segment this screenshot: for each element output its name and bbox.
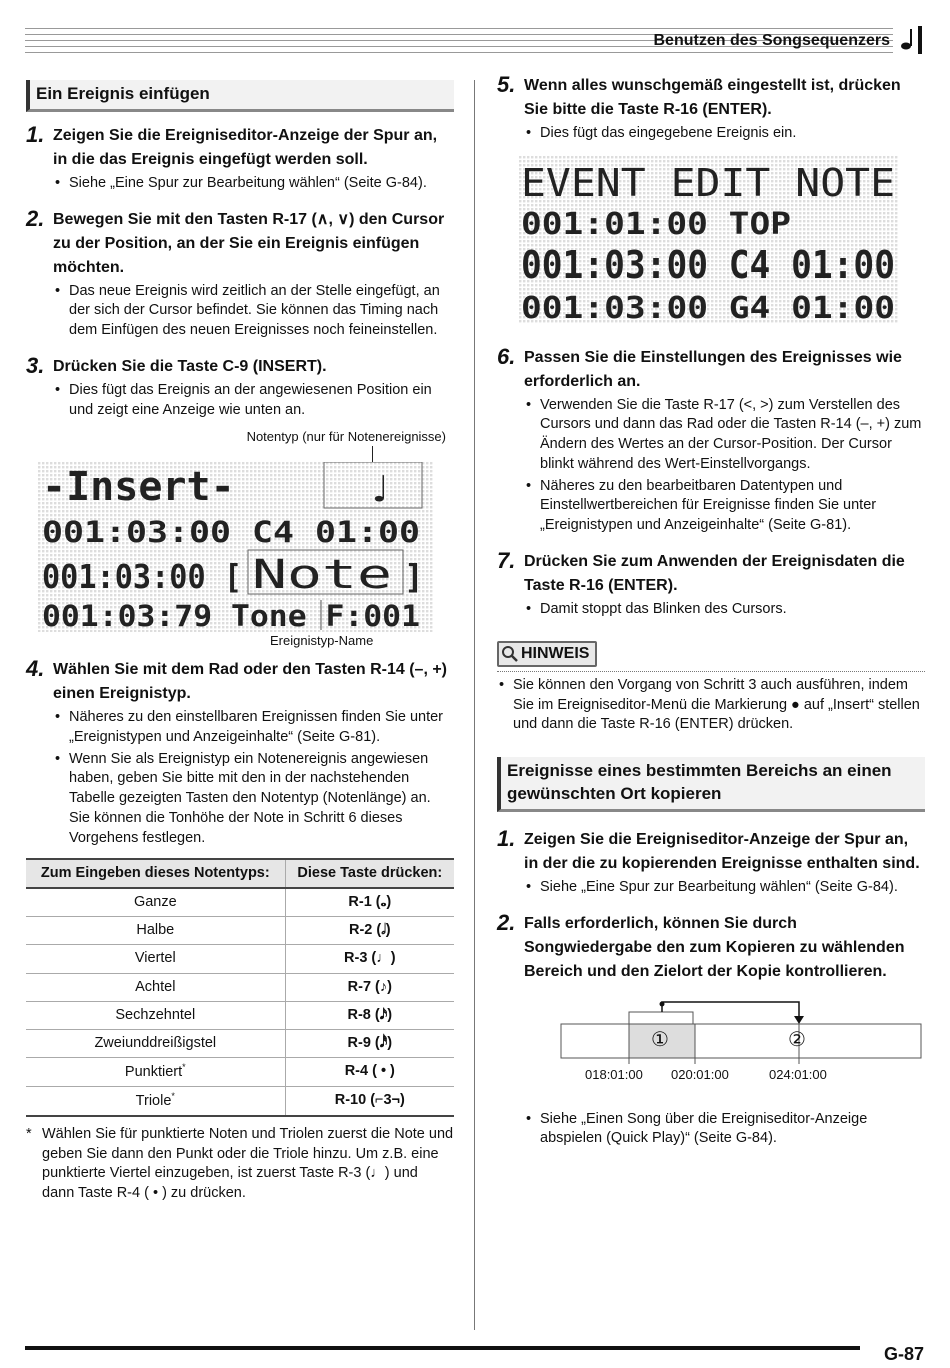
step-number: 6. <box>497 343 516 369</box>
note-type-cell: Halbe <box>26 917 285 945</box>
lcd-label-event-name: Ereignistyp-Name <box>270 633 374 649</box>
key-cell: R-3 (♩) <box>285 945 454 973</box>
key-cell: R-2 (𝅗𝅥) <box>285 917 454 945</box>
marker-1: ① <box>651 1028 669 1051</box>
table-header: Diese Taste drücken: <box>285 859 454 888</box>
note-type-cell: Zweiunddreißigstel <box>26 1029 285 1057</box>
table-row <box>26 1086 454 1115</box>
column-divider <box>474 80 475 1330</box>
key-cell: R-4 ( • ) <box>285 1057 454 1086</box>
lcd-note-glyph: ♩ <box>368 467 391 512</box>
bullet: • Das neue Ereignis wird zeitlich an der Stelle eingefügt, an der sich der Cursor befindet. Sie können das Timing nach dem Einfügen des neuen Ereignisses noch feineinstellen. <box>53 282 454 341</box>
footnote-mark: * <box>26 1125 32 1142</box>
page-number: G-87 <box>883 1344 924 1364</box>
lcd-line-1: -Insert- <box>42 464 235 511</box>
key-cell: R-1 (𝅝) <box>285 888 454 917</box>
step-title: Falls erforderlich, können Sie durch Songwiedergabe den zum Kopieren zu wählenden Bereich und den Zielort der Kopie kontrollieren. <box>524 914 905 980</box>
lcd2-line-1: EVENT EDIT NOTE <box>521 160 895 205</box>
footnote <box>26 1125 454 1204</box>
lcd-line-3-suffix: ] <box>404 557 424 597</box>
bullet: • Siehe „Einen Song über die Ereigniseditor-Anzeige abspielen (Quick Play)“ (Seite G-84). <box>524 1110 925 1149</box>
step-title: Passen Sie die Einstellungen des Ereignisses wie erforderlich an. <box>524 348 902 390</box>
key-cell: R-10 (⌐3¬) <box>285 1086 454 1115</box>
right-column <box>497 74 925 1151</box>
step-number: 3. <box>26 352 45 378</box>
step-title: Bewegen Sie mit den Tasten R-17 (∧, ∨) den Cursor zu der Position, an der Sie ein Ereignis einfügen möchten. <box>53 210 445 276</box>
note-type-cell: Sechzehntel <box>26 1001 285 1029</box>
section-title-insert: Ein Ereignis einfügen <box>26 80 454 112</box>
table-row <box>26 973 454 1001</box>
note-type-cell: Achtel <box>26 973 285 1001</box>
lcd-line-3-prefix: 001:03:00 [ <box>42 557 242 597</box>
footer-rule <box>25 1346 860 1350</box>
step-number: 1. <box>26 121 45 147</box>
key-cell: R-8 (𝅘𝅥𝅯) <box>285 1001 454 1029</box>
step-2 <box>26 205 454 343</box>
table-row <box>26 1029 454 1057</box>
table-row <box>26 1057 454 1086</box>
lcd-insert-display <box>26 428 454 650</box>
step-number: 5. <box>497 72 516 97</box>
step-6 <box>497 343 925 538</box>
bullet: • Siehe „Eine Spur zur Bearbeitung wählen“ (Seite G-84). <box>524 878 925 898</box>
bullet: • Näheres zu den bearbeitbaren Datentypen und Einstellwertbereichen für Ereignisse finden Sie unter „Ereignistypen und Anzeigeinhalte“ (Seite G-81). <box>524 477 925 536</box>
section-title-copy: Ereignisse eines bestimmten Bereichs an einen gewünschten Ort kopieren <box>497 757 925 812</box>
note-type-cell: Viertel <box>26 945 285 973</box>
note-type-cell: Triole* <box>26 1086 285 1115</box>
header-title: Benutzen des Songsequenzers <box>653 32 890 49</box>
bullet: • Wenn Sie als Ereignistyp ein Notenereignis angewiesen haben, geben Sie bitte mit den in der nachstehenden Tabelle gezeigten Tasten den Notentyp (Notenlänge) an. Sie können die Tonhöhe der Note in Schritt 6 dieses Vorgehens festlegen. <box>53 750 454 849</box>
bullet: • Verwenden Sie die Taste R-17 (<, >) zum Verstellen des Cursors und dann das Rad oder die Tasten R-14 (–, +) zum Ändern des Wertes an der Cursor-Position. Der Cursor blinkt während des Wert-Einstellvorgangs. <box>524 396 925 475</box>
bullet: • Dies fügt das Ereignis an der angewiesenen Position ein und zeigt eine Anzeige wie unten an. <box>53 381 454 420</box>
step-title: Wählen Sie mit dem Rad oder den Tasten R-14 (–, +) einen Ereignistyp. <box>53 661 448 703</box>
bullet: • Damit stoppt das Blinken des Cursors. <box>524 600 925 620</box>
step-number: 7. <box>497 547 516 573</box>
lcd2-line-3: 001:03:00 C4 01:00 <box>521 242 895 287</box>
key-cell: R-7 (♪) <box>285 973 454 1001</box>
copy-range-diagram <box>497 998 925 1098</box>
hinweis-text: • Sie können den Vorgang von Schritt 3 auch ausführen, indem Sie im Ereigniseditor-Menü die Markierung ● auf „Insert“ stellen und dann die Taste R-16 (ENTER) drücken. <box>497 676 925 735</box>
lcd-line-4: 001:03:79 Tone F:001 <box>42 599 420 633</box>
step-number: 2. <box>26 205 45 231</box>
step-title: Wenn alles wunschgemäß eingestellt ist, drücken Sie bitte die Taste R-16 (ENTER). <box>524 77 901 118</box>
step-number: 4. <box>26 656 45 682</box>
table-row <box>26 917 454 945</box>
step-4 <box>26 658 454 850</box>
magnifier-icon <box>501 645 519 663</box>
step-number: 1. <box>497 825 516 851</box>
step-copy-1 <box>497 825 925 900</box>
table-row <box>26 1001 454 1029</box>
step-3 <box>26 352 454 422</box>
lcd2-line-2: 001:01:00 TOP <box>521 206 791 242</box>
left-column <box>26 80 454 1204</box>
step-number: 2. <box>497 909 516 935</box>
step-1 <box>26 121 454 196</box>
hinweis-note <box>497 641 925 735</box>
key-cell: R-9 (𝅘𝅥𝅰) <box>285 1029 454 1057</box>
note-type-cell: Punktiert* <box>26 1057 285 1086</box>
step-5 <box>497 74 925 146</box>
lcd2-line-4: 001:03:00 G4 01:00 <box>521 290 895 326</box>
note-key-table <box>26 858 454 1117</box>
hinweis-badge <box>497 641 597 666</box>
table-row <box>26 945 454 973</box>
step-copy-2 <box>497 909 925 984</box>
footnote-text: Wählen Sie für punktierte Noten und Triolen zuerst die Note und geben Sie dann den Punkt oder die Triole hinzu. Um z.B. eine punktierte Viertel einzugeben, ist zuerst Taste R-3 (♩) und dann Taste R-4 ( • ) zu drücken. <box>42 1125 454 1201</box>
step-title: Drücken Sie zum Anwenden der Ereignisdaten die Taste R-16 (ENTER). <box>524 552 905 594</box>
hinweis-label: HINWEIS <box>521 645 590 663</box>
lcd-event-edit-display <box>519 156 919 326</box>
step-title: Zeigen Sie die Ereigniseditor-Anzeige der Spur an, in die das Ereignis eingefügt werden soll. <box>53 126 438 168</box>
bullet: • Dies fügt das eingegebene Ereignis ein. <box>524 124 925 144</box>
note-type-cell: Ganze <box>26 888 285 917</box>
tick-label: 020:01:00 <box>671 1066 729 1082</box>
lcd-line-3-event-name: Note <box>252 552 392 599</box>
tick-label: 018:01:00 <box>585 1066 643 1082</box>
lcd-line-2: 001:03:00 C4 01:00 <box>42 515 420 550</box>
timeline-bar <box>561 1024 921 1058</box>
tick-label: 024:01:00 <box>769 1066 827 1082</box>
step-7 <box>497 547 925 622</box>
step-title: Zeigen Sie die Ereigniseditor-Anzeige der Spur an, in der die zu kopierenden Ereignisse enthalten sind. <box>524 830 920 872</box>
step-title: Drücken Sie die Taste C-9 (INSERT). <box>53 357 327 375</box>
marker-2: ② <box>788 1028 806 1051</box>
bullet: • Näheres zu den einstellbaren Ereignissen finden Sie unter „Ereignistypen und Anzeigeinhalte“ (Seite G-81). <box>53 708 454 747</box>
music-note-icon <box>896 26 924 54</box>
table-row <box>26 888 454 917</box>
lcd-screen <box>38 462 448 632</box>
bullet: • Siehe „Eine Spur zur Bearbeitung wählen“ (Seite G-84). <box>53 174 454 194</box>
lcd-label-note-type: Notentyp (nur für Notenereignisse) <box>246 429 446 445</box>
table-header: Zum Eingeben dieses Notentyps: <box>26 859 285 888</box>
